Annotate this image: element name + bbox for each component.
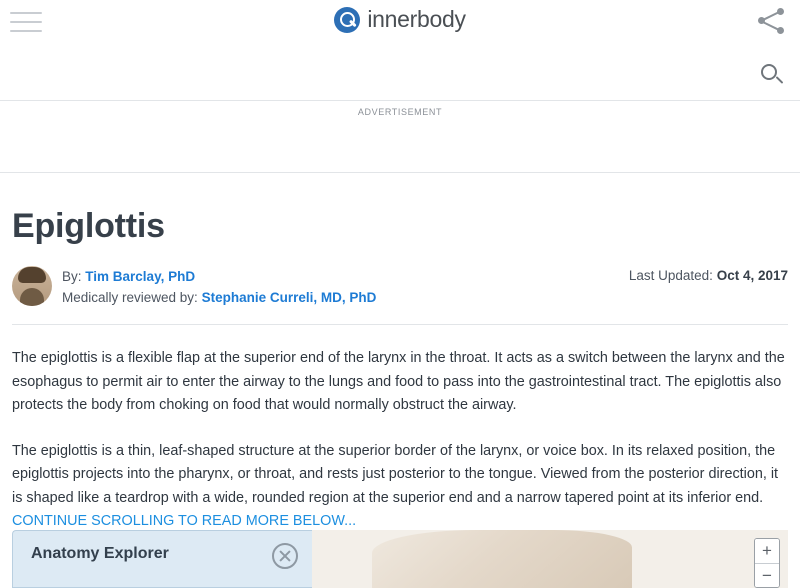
last-updated-label: Last Updated: (628, 268, 713, 283)
reviewer-prefix: Medically reviewed by: (62, 290, 198, 305)
zoom-controls (754, 538, 780, 588)
share-dot (777, 27, 784, 34)
article-paragraph: The epiglottis is a thin, leaf-shaped structure at the superior border of the larynx, or voice box. In its relaxed position, the epiglottis projects into the pharynx, or throat, and rests just posterior to the tongue. Viewed from the posterior direction, it is shaped like a teardrop with a wide, rounded region at the superior end and a narrow tapered point at its inferior end. (12, 442, 779, 506)
zoom-out-button[interactable]: − (755, 563, 779, 587)
avatar (12, 266, 52, 306)
search-icon-circle (761, 64, 777, 80)
magnifier-circle-icon (334, 7, 360, 33)
search-bar-row (0, 56, 800, 101)
anatomy-explorer (12, 530, 788, 588)
search-icon-handle (776, 76, 784, 84)
divider (12, 324, 788, 325)
anatomy-explorer-title: Anatomy Explorer (31, 545, 169, 562)
close-icon[interactable] (272, 543, 298, 569)
author-link[interactable]: Tim Barclay, PhD (85, 269, 196, 284)
logo-text: innerbody (367, 6, 466, 32)
byline (12, 264, 788, 310)
advertisement-label: ADVERTISEMENT (357, 107, 443, 117)
reviewer-line (62, 287, 788, 308)
zoom-in-button[interactable]: + (755, 539, 779, 563)
anatomy-explorer-panel (12, 530, 312, 588)
last-updated (629, 268, 788, 283)
advertisement-slot[interactable] (0, 101, 800, 173)
search-icon[interactable] (760, 63, 784, 87)
page-title: Epiglottis (12, 207, 165, 245)
share-icon[interactable] (758, 8, 784, 34)
article-container (0, 207, 800, 533)
anatomy-explorer-canvas[interactable] (312, 530, 788, 588)
last-updated-date: Oct 4, 2017 (716, 268, 788, 283)
author-prefix: By: (62, 269, 82, 284)
site-logo[interactable] (0, 6, 800, 33)
reviewer-link[interactable]: Stephanie Curreli, MD, PhD (201, 290, 377, 305)
article-paragraph: The epiglottis is a flexible flap at the superior end of the larynx in the throat. It acts as a switch between the larynx and the esophagus to permit air to enter the airway to the lungs and food to pass into the gastrointestinal tract. The epiglottis also protects the body from choking on food that would normally obstruct the airway. (12, 350, 785, 413)
site-header (0, 0, 800, 56)
share-dot (777, 8, 784, 15)
continue-scrolling-link[interactable]: CONTINUE SCROLLING TO READ MORE BELOW... (12, 513, 357, 529)
anatomy-image (372, 530, 632, 588)
share-dot (758, 17, 765, 24)
